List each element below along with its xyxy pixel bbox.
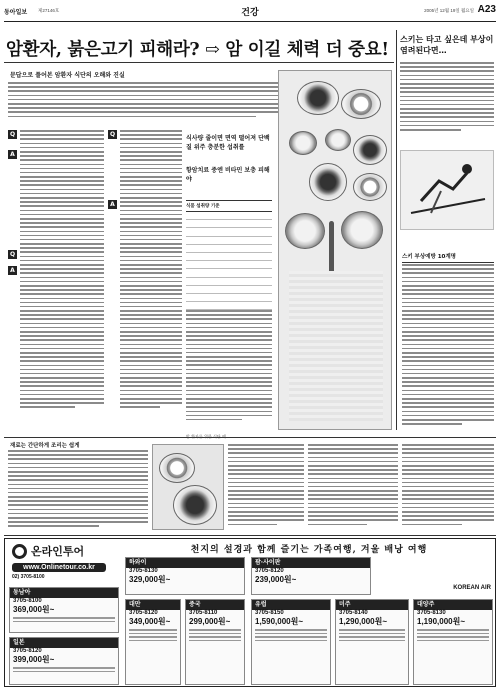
airline-logo: KOREAN AIR [453,585,491,591]
tour-phone: 3705-8120 [13,648,42,654]
dish-plate [159,453,195,483]
tour-region: 하와이 [126,558,244,568]
ski-illustration [400,150,494,230]
ad-brand [5,539,115,583]
tour-phone: 3705-8150 [255,610,284,616]
skier-illustration [401,151,495,231]
ski-rules-list [402,264,494,432]
section-title: 건강 [241,8,259,18]
tour-phone: 3705-8110 [189,610,218,616]
tour-block[interactable] [335,599,409,685]
tour-phone: 3705-8130 [129,568,158,574]
tour-region: 대만 [126,600,180,610]
bottom-column-4 [402,444,494,532]
page-number: A23 [477,4,496,15]
bottom-article-title: 재료는 간단하게 조리는 쉽게 [10,443,80,449]
ad-url[interactable]: www.Onlinetour.co.kr [12,563,106,572]
tour-region: 유럽 [252,600,330,610]
tour-phone: 3705-8120 [129,610,158,616]
recipe-photo [152,444,224,530]
tour-region: 대양주 [414,600,492,610]
table-surface [289,271,383,421]
tour-price: 239,000원~ [255,575,297,584]
side-dish-bowl [325,129,351,151]
photo-caption: 암 환자를 위한 식단 예 [186,434,226,439]
dish-plate [353,135,387,165]
qa-marker: Q [9,131,16,138]
tour-price: 329,000원~ [129,575,171,584]
qa-marker: A [8,266,17,275]
publication-name: 동아일보 [4,10,28,16]
rice-bowl [285,213,325,249]
ski-rules-title: 스키 부상예방 10계명 [402,252,494,263]
soup-bowl [341,211,383,249]
qa-marker: A [8,150,17,159]
masthead [4,2,496,22]
tour-region: 괌·사이판 [252,558,370,568]
nutrition-table [186,200,272,310]
sidebar-intro [400,62,494,140]
tour-region: 중국 [186,600,244,610]
tour-price: 369,000원~ [13,605,55,614]
tour-price: 1,590,000원~ [255,617,303,626]
article-subhead: 문답으로 풀어본 암환자 식단의 오해와 진실 [10,72,125,79]
tour-price: 1,190,000원~ [417,617,465,626]
tour-block[interactable] [251,599,331,685]
pull-quote: 식사량 줄이면 면역 떨어져 단백질 위주 충분한 섭취를 [186,135,270,151]
tour-region: 일본 [10,638,118,648]
tour-block[interactable] [125,557,245,595]
ad-divider [4,535,496,536]
ad-brand-name: 온라인투어 [31,546,85,558]
tour-phone: 3705-8100 [13,598,42,604]
food-photo [278,70,392,430]
tour-phone: 3705-8120 [255,568,284,574]
tour-block[interactable] [251,557,371,595]
issue-date: 2005년 12월 19일 월요일 [424,8,474,13]
tour-block[interactable] [9,587,119,633]
pull-quote: 항암치료 중엔 비타민 보충 피해야 [186,167,270,183]
tour-block[interactable] [185,599,245,685]
qa-column-2 [120,130,182,430]
headline-rule [4,62,394,63]
dish-plate [309,163,347,201]
bottom-article-text [8,450,148,532]
tour-phone: 3705-8130 [417,610,446,616]
dish-plate [353,173,387,201]
bottom-column-2 [228,444,304,532]
issue-number: 제27146호 [38,8,60,13]
column-divider [396,30,397,430]
qa-marker: Q [109,131,116,138]
tour-block[interactable] [413,599,493,685]
sidebar-headline: 스키는 타고 싶은데 부상이 염려된다면… [400,35,494,55]
tour-price: 1,290,000원~ [339,617,387,626]
brand-logo-icon [12,544,27,559]
tour-phone: 3705-8140 [339,610,368,616]
qa-column-3 [186,310,272,430]
tour-region: 미주 [336,600,408,610]
qa-marker: Q [9,251,16,258]
article-headline: 암환자, 붉은고기 피해라? ⇨ 암 이길 체력 더 중요! [6,40,389,60]
tour-price: 299,000원~ [189,617,231,626]
dish-plate [297,81,339,115]
qa-marker: A [108,200,117,209]
tour-price: 349,000원~ [129,617,171,626]
travel-advertisement[interactable] [4,538,496,687]
tour-block[interactable] [9,637,119,685]
side-dish-bowl [289,131,317,155]
bottom-column-3 [308,444,398,532]
tour-price: 399,000원~ [13,655,55,664]
ad-main-phone: 02) 3705-8100 [12,574,45,580]
tour-block[interactable] [125,599,181,685]
ad-slogan: 천지의 설경과 함께 즐기는 가족여행, 겨울 배낭 여행 [190,545,428,555]
dish-plate [341,89,381,119]
nutrition-table-title: 식품 섭취량 기준 [186,201,272,212]
tour-region: 동남아 [10,588,118,598]
dish-plate [173,485,217,525]
qa-column-1 [20,130,104,430]
